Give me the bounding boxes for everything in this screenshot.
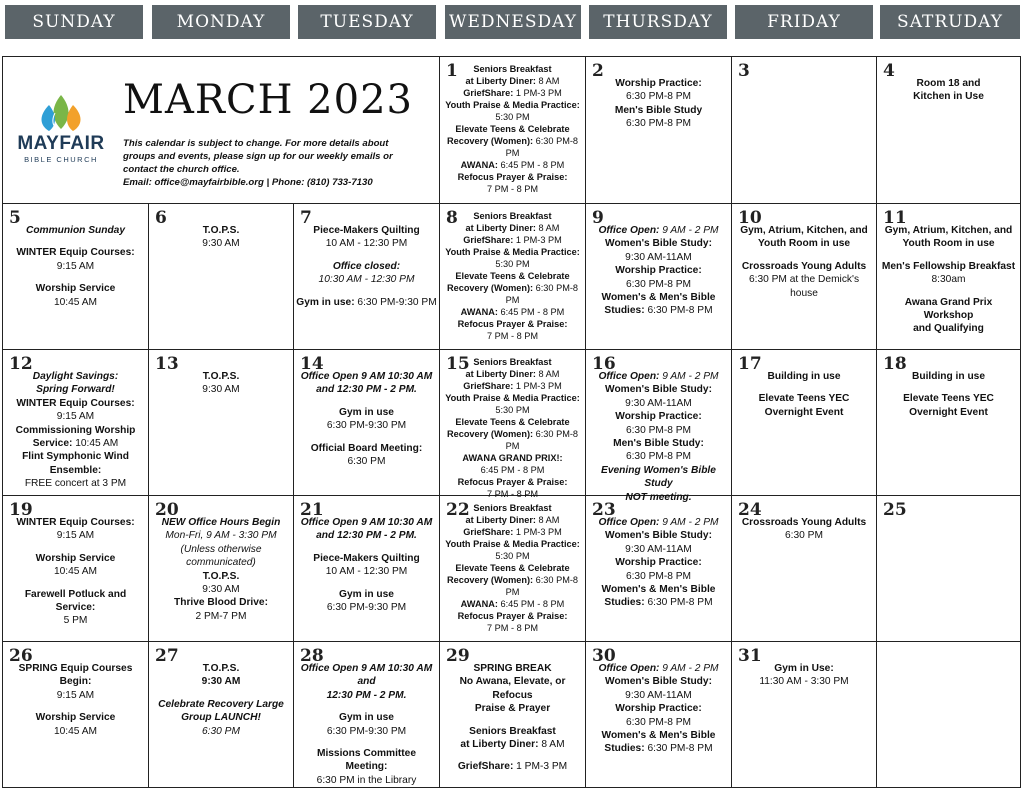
event-line: NOT meeting. bbox=[625, 491, 692, 503]
event-line: Seniors Breakfast bbox=[473, 503, 552, 513]
event-line: Gym in Use: bbox=[774, 663, 834, 674]
event-line: Mon-Fri, 9 AM - 3:30 PM bbox=[165, 530, 277, 542]
event-line: 10 AM - 12:30 PM bbox=[325, 238, 408, 250]
event-line: T.O.P.S. bbox=[202, 570, 240, 582]
event-line: Worship Practice: bbox=[615, 411, 702, 423]
event-line: 9:30 AM bbox=[202, 238, 240, 250]
day-cell-6 bbox=[149, 204, 294, 350]
event-line: 6:30 PM in the Library bbox=[316, 774, 417, 786]
event-line: Studies: 6:30 PM-8 PM bbox=[604, 597, 713, 609]
event-line: and Qualifying bbox=[913, 323, 984, 335]
day-number: 19 bbox=[9, 500, 33, 520]
day-cell-20 bbox=[149, 496, 294, 642]
day-events bbox=[442, 356, 583, 500]
event-line: GriefShare: 1 PM-3 PM bbox=[457, 761, 568, 773]
event-line: Office Open 9 AM 10:30 AM bbox=[300, 371, 433, 382]
calendar-note bbox=[123, 137, 423, 189]
event-line: Celebrate Recovery Large bbox=[158, 698, 284, 710]
event-line: Office Open 9 AM 10:30 AM and bbox=[300, 663, 433, 688]
event-line: Women's Bible Study: bbox=[605, 530, 712, 542]
event-line: Studies: 6:30 PM-8 PM bbox=[604, 305, 713, 317]
day-cell-19 bbox=[3, 496, 149, 642]
event-line: 10 AM - 12:30 PM bbox=[325, 566, 408, 578]
event-line: Gym, Atrium, Kitchen, and bbox=[884, 225, 1013, 236]
event-line: Elevate Teens & Celebrate bbox=[455, 124, 570, 134]
day-cell-25 bbox=[877, 496, 1020, 642]
day-number: 27 bbox=[155, 646, 179, 666]
event-line: Praise & Prayer bbox=[474, 703, 551, 715]
event-line: Youth Praise & Media Practice: bbox=[445, 247, 580, 257]
event-line: Recovery (Women): 6:30 PM-8 PM bbox=[446, 575, 579, 597]
day-events bbox=[151, 516, 291, 623]
event-line: Worship Practice: bbox=[615, 78, 702, 89]
weekday-monday: MONDAY bbox=[152, 5, 290, 39]
weekday-tuesday: TUESDAY bbox=[298, 5, 436, 39]
event-line: Building in use bbox=[911, 371, 985, 382]
event-line: Worship Practice: bbox=[615, 265, 702, 277]
day-events bbox=[734, 516, 874, 543]
note-text: This calendar is subject to change. For more details about groups and events, please sign up for our weekly emails or contact the church office. bbox=[123, 138, 393, 175]
day-cell-27 bbox=[149, 642, 294, 787]
event-line: Refocus Prayer & Praise: bbox=[457, 172, 568, 182]
day-number: 30 bbox=[592, 646, 616, 666]
event-line: Worship Service bbox=[35, 712, 116, 724]
event-line: 9:30 AM bbox=[201, 676, 241, 688]
event-line: and 12:30 PM - 2 PM. bbox=[316, 530, 417, 542]
event-line: Gym in use: 6:30 PM-9:30 PM bbox=[296, 296, 437, 308]
event-line: 6:30 PM-8 PM bbox=[625, 451, 692, 463]
event-line: (Unless otherwise bbox=[180, 543, 262, 555]
day-number: 5 bbox=[9, 208, 21, 228]
day-cell-9 bbox=[586, 204, 732, 350]
day-events bbox=[442, 662, 583, 774]
day-number: 10 bbox=[738, 208, 762, 228]
event-line: GriefShare: 1 PM-3 PM bbox=[463, 527, 562, 537]
day-number: 3 bbox=[738, 61, 750, 81]
event-line: communicated) bbox=[186, 557, 256, 569]
event-line: 6:30 PM-8 PM bbox=[625, 570, 692, 582]
day-number: 21 bbox=[300, 500, 324, 520]
day-cell-23 bbox=[586, 496, 732, 642]
event-line: Crossroads Young Adults bbox=[741, 517, 867, 528]
day-number: 29 bbox=[446, 646, 470, 666]
event-line: T.O.P.S. bbox=[202, 371, 240, 382]
day-cell-14 bbox=[294, 350, 440, 496]
event-line: Ensemble: bbox=[49, 464, 102, 476]
event-line: 9:30 AM-11AM bbox=[625, 689, 692, 701]
day-cell-1 bbox=[440, 57, 586, 204]
day-cell-3 bbox=[732, 57, 877, 204]
weekday-saturday: SATRUDAY bbox=[880, 5, 1020, 39]
day-events bbox=[734, 370, 874, 419]
event-line: 6:30 PM bbox=[785, 530, 823, 542]
event-line: 5:30 PM bbox=[495, 551, 530, 561]
event-line: Women's Bible Study: bbox=[605, 238, 712, 250]
event-line: Office Open: 9 AM - 2 PM bbox=[598, 663, 719, 674]
day-events bbox=[442, 502, 583, 634]
event-line: Elevate Teens & Celebrate bbox=[455, 271, 570, 281]
event-line: Office Open 9 AM 10:30 AM bbox=[300, 517, 433, 528]
day-number: 1 bbox=[446, 61, 458, 81]
event-line: Office closed: bbox=[332, 260, 401, 272]
day-events bbox=[296, 516, 437, 614]
day-cell-22 bbox=[440, 496, 586, 642]
event-line: 9:30 AM bbox=[202, 584, 240, 596]
event-line: Thrive Blood Drive: bbox=[174, 597, 268, 609]
event-line: Elevate Teens YEC bbox=[903, 393, 994, 405]
weekday-thursday: THURSDAY bbox=[589, 5, 727, 39]
event-line: Piece-Makers Quilting bbox=[313, 225, 420, 236]
day-events bbox=[442, 63, 583, 195]
event-line: T.O.P.S. bbox=[202, 225, 240, 236]
day-number: 20 bbox=[155, 500, 179, 520]
day-events bbox=[5, 224, 146, 309]
day-cell-31 bbox=[732, 642, 877, 787]
day-cell-10 bbox=[732, 204, 877, 350]
day-events bbox=[879, 77, 1018, 104]
event-line: AWANA: 6:45 PM - 8 PM bbox=[460, 160, 565, 170]
event-line: Piece-Makers Quilting bbox=[313, 552, 420, 564]
event-line: Women's Bible Study: bbox=[605, 384, 712, 396]
day-events bbox=[151, 224, 291, 251]
event-line: 6:45 PM - 8 PM bbox=[480, 465, 545, 475]
event-line: 11:30 AM - 3:30 PM bbox=[759, 676, 849, 688]
event-line: at Liberty Diner: 8 AM bbox=[465, 369, 560, 379]
event-line: 5:30 PM bbox=[495, 259, 530, 269]
day-cell-15 bbox=[440, 350, 586, 499]
event-line: Women's & Men's Bible bbox=[601, 584, 716, 596]
event-line: Overnight Event bbox=[909, 406, 988, 418]
event-line: AWANA: 6:45 PM - 8 PM bbox=[460, 307, 565, 317]
event-line: Worship Practice: bbox=[615, 557, 702, 569]
day-number: 18 bbox=[883, 354, 907, 374]
event-line: Seniors Breakfast bbox=[473, 64, 552, 74]
event-line: at Liberty Diner: 8 AM bbox=[465, 76, 560, 86]
event-line: 6:30 PM at the Demick's house bbox=[748, 274, 860, 299]
event-line: Men's Fellowship Breakfast bbox=[881, 260, 1016, 272]
day-cell-29 bbox=[440, 642, 586, 787]
event-line: 6:30 PM-9:30 PM bbox=[326, 420, 407, 432]
day-events bbox=[588, 370, 729, 504]
event-line: Seniors Breakfast bbox=[469, 725, 556, 737]
event-line: 9:30 AM-11AM bbox=[625, 397, 692, 409]
day-number: 14 bbox=[300, 354, 324, 374]
day-cell-7 bbox=[294, 204, 440, 350]
calendar-grid bbox=[2, 56, 1021, 788]
day-cell-16 bbox=[586, 350, 732, 503]
event-line: Office Open: 9 AM - 2 PM bbox=[598, 371, 719, 382]
event-line: No Awana, Elevate, or Refocus bbox=[459, 676, 566, 701]
event-line: FREE concert at 3 PM bbox=[24, 478, 127, 490]
event-line: Men's Bible Study bbox=[614, 104, 703, 116]
event-line: 6:30 PM bbox=[202, 725, 240, 737]
event-line: Worship Practice: bbox=[615, 703, 702, 715]
day-cell-18 bbox=[877, 350, 1020, 496]
event-line: 6:30 PM-8 PM bbox=[625, 118, 692, 130]
weekday-header bbox=[5, 5, 1021, 39]
day-cell-11 bbox=[877, 204, 1020, 350]
day-cell-4 bbox=[877, 57, 1020, 204]
event-line: 7 PM - 8 PM bbox=[486, 623, 539, 633]
event-line: at Liberty Diner: 8 AM bbox=[460, 739, 565, 751]
empty-day-cell bbox=[877, 642, 1020, 787]
day-events bbox=[151, 370, 291, 397]
event-line: Gym in use bbox=[339, 406, 394, 418]
event-line: 10:45 AM bbox=[53, 725, 98, 737]
event-line: 9:15 AM bbox=[56, 411, 95, 423]
event-line: Room 18 and bbox=[916, 78, 981, 89]
event-line: Seniors Breakfast bbox=[473, 357, 552, 367]
event-line: Youth Room in use bbox=[757, 238, 851, 250]
event-line: Recovery (Women): 6:30 PM-8 PM bbox=[446, 283, 579, 305]
day-events bbox=[442, 210, 583, 342]
event-line: Gym in use bbox=[339, 712, 394, 724]
event-line: Men's Bible Study: bbox=[613, 438, 704, 450]
event-line: 6:30 PM-9:30 PM bbox=[326, 725, 407, 737]
day-number: 22 bbox=[446, 500, 470, 520]
event-line: Worship Service bbox=[35, 552, 116, 564]
day-events bbox=[734, 224, 874, 300]
event-line: Gym in use bbox=[339, 588, 394, 600]
day-events bbox=[296, 370, 437, 468]
event-line: Refocus Prayer & Praise: bbox=[457, 611, 568, 621]
page-title: MARCH 2023 bbox=[123, 77, 413, 123]
event-line: AWANA GRAND PRIX!: bbox=[462, 453, 563, 463]
event-line: WINTER Equip Courses: bbox=[16, 247, 135, 259]
event-line: 7 PM - 8 PM bbox=[486, 331, 539, 341]
event-line: AWANA: 6:45 PM - 8 PM bbox=[460, 599, 565, 609]
event-line: Office Open: 9 AM - 2 PM bbox=[598, 517, 719, 528]
event-line: Youth Praise & Media Practice: bbox=[445, 539, 580, 549]
weekday-sunday: SUNDAY bbox=[5, 5, 143, 39]
day-number: 8 bbox=[446, 208, 458, 228]
event-line: 2 PM-7 PM bbox=[195, 610, 247, 622]
event-line: 9:15 AM bbox=[56, 530, 95, 542]
event-line: Kitchen in Use bbox=[913, 91, 984, 103]
weekday-friday: FRIDAY bbox=[735, 5, 873, 39]
day-cell-24 bbox=[732, 496, 877, 642]
day-events bbox=[588, 662, 729, 756]
day-cell-17 bbox=[732, 350, 877, 496]
event-line: Daylight Savings: bbox=[32, 371, 119, 382]
event-line: Elevate Teens YEC bbox=[758, 393, 850, 405]
event-line: Youth Praise & Media Practice: bbox=[445, 393, 580, 403]
day-number: 17 bbox=[738, 354, 762, 374]
event-line: Service: 10:45 AM bbox=[32, 438, 119, 450]
event-line: 10:45 AM bbox=[53, 296, 98, 308]
event-line: Overnight Event bbox=[764, 406, 844, 418]
event-line: Communion Sunday bbox=[25, 225, 126, 236]
weekday-wednesday: WEDNESDAY bbox=[445, 5, 581, 39]
event-line: T.O.P.S. bbox=[202, 663, 240, 674]
day-cell-30 bbox=[586, 642, 732, 787]
day-number: 23 bbox=[592, 500, 616, 520]
day-cell-28 bbox=[294, 642, 440, 787]
event-line: Flint Symphonic Wind bbox=[22, 451, 129, 463]
event-line: 6:30 PM-9:30 PM bbox=[326, 602, 407, 614]
day-number: 2 bbox=[592, 61, 604, 81]
event-line: Spring Forward! bbox=[36, 384, 115, 396]
event-line: Women's & Men's Bible bbox=[601, 292, 716, 304]
day-events bbox=[5, 662, 146, 738]
day-number: 13 bbox=[155, 354, 179, 374]
day-cell-2 bbox=[586, 57, 732, 204]
brand-name: MAYFAIR bbox=[17, 133, 105, 154]
event-line: 6:30 PM bbox=[347, 456, 386, 468]
event-line: Women's Bible Study: bbox=[605, 676, 712, 688]
event-line: Missions Committee Meeting: bbox=[316, 748, 417, 773]
event-line: 9:30 AM-11AM bbox=[625, 543, 692, 555]
event-line: Recovery (Women): 6:30 PM-8 PM bbox=[446, 136, 579, 158]
event-line: Building in use bbox=[767, 371, 841, 382]
event-line: 9:15 AM bbox=[56, 689, 95, 701]
event-line: Women's & Men's Bible bbox=[601, 730, 716, 742]
day-events bbox=[5, 370, 146, 491]
event-line: Refocus Prayer & Praise: bbox=[457, 319, 568, 329]
event-line: Elevate Teens & Celebrate bbox=[455, 417, 570, 427]
day-events bbox=[5, 516, 146, 628]
day-cell-12 bbox=[3, 350, 149, 496]
event-line: Studies: 6:30 PM-8 PM bbox=[604, 743, 713, 755]
event-line: Farewell Potluck and Service: bbox=[24, 588, 127, 614]
day-cell-21 bbox=[294, 496, 440, 642]
event-line: NEW Office Hours Begin bbox=[161, 517, 281, 528]
event-line: Evening Women's Bible Study bbox=[601, 464, 716, 490]
event-line: SPRING Equip Courses Begin: bbox=[18, 663, 133, 688]
event-line: GriefShare: 1 PM-3 PM bbox=[463, 381, 562, 391]
event-line: 6:30 PM-8 PM bbox=[625, 91, 692, 103]
day-number: 26 bbox=[9, 646, 33, 666]
event-line: at Liberty Diner: 8 AM bbox=[465, 515, 560, 525]
event-line: 7 PM - 8 PM bbox=[486, 489, 539, 499]
day-number: 9 bbox=[592, 208, 604, 228]
day-number: 16 bbox=[592, 354, 616, 374]
day-events bbox=[734, 662, 874, 689]
event-line: 9:30 AM bbox=[202, 384, 240, 396]
event-line: Office Open: 9 AM - 2 PM bbox=[598, 225, 719, 236]
event-line: 9:15 AM bbox=[56, 260, 95, 272]
day-number: 6 bbox=[155, 208, 167, 228]
event-line: 5 PM bbox=[63, 615, 88, 627]
day-events bbox=[588, 224, 729, 318]
event-line: at Liberty Diner: 8 AM bbox=[465, 223, 560, 233]
event-line: Crossroads Young Adults bbox=[741, 260, 867, 272]
day-events bbox=[588, 77, 729, 131]
event-line: Official Board Meeting: bbox=[310, 442, 423, 454]
day-number: 15 bbox=[446, 354, 470, 374]
event-line: 6:30 PM-8 PM bbox=[625, 278, 692, 290]
event-line: GriefShare: 1 PM-3 PM bbox=[463, 235, 562, 245]
event-line: Gym, Atrium, Kitchen, and bbox=[740, 225, 868, 236]
day-number: 25 bbox=[883, 500, 907, 520]
event-line: SPRING BREAK bbox=[473, 663, 552, 674]
day-cell-13 bbox=[149, 350, 294, 496]
day-number: 28 bbox=[300, 646, 324, 666]
day-cell-5 bbox=[3, 204, 149, 350]
event-line: and 12:30 PM - 2 PM. bbox=[316, 384, 417, 396]
event-line: 10:45 AM bbox=[53, 566, 98, 578]
day-events bbox=[296, 662, 437, 787]
event-line: 5:30 PM bbox=[495, 112, 530, 122]
event-line: Elevate Teens & Celebrate bbox=[455, 563, 570, 573]
event-line: Worship Service bbox=[35, 283, 116, 295]
event-line: 6:30 PM-8 PM bbox=[625, 716, 692, 728]
event-line: Commissioning Worship bbox=[15, 424, 136, 436]
event-line: Group LAUNCH! bbox=[181, 712, 261, 724]
event-line: 9:30 AM-11AM bbox=[625, 251, 692, 263]
day-events bbox=[879, 370, 1018, 419]
day-cell-8 bbox=[440, 204, 586, 350]
day-events bbox=[588, 516, 729, 610]
event-line: WINTER Equip Courses: bbox=[16, 517, 135, 528]
event-line: Awana Grand Prix Workshop bbox=[904, 296, 993, 322]
event-line: 8:30am bbox=[931, 274, 966, 286]
brand-subtitle: BIBLE CHURCH bbox=[24, 155, 98, 164]
event-line: GriefShare: 1 PM-3 PM bbox=[463, 88, 562, 98]
day-number: 12 bbox=[9, 354, 33, 374]
event-line: 10:30 AM - 12:30 PM bbox=[318, 274, 415, 286]
day-number: 4 bbox=[883, 61, 895, 81]
day-events bbox=[151, 662, 291, 738]
day-number: 31 bbox=[738, 646, 762, 666]
event-line: Refocus Prayer & Praise: bbox=[457, 477, 568, 487]
event-line: WINTER Equip Courses: bbox=[16, 397, 135, 409]
event-line: 6:30 PM-8 PM bbox=[625, 424, 692, 436]
event-line: Recovery (Women): 6:30 PM-8 PM bbox=[446, 429, 579, 451]
day-number: 24 bbox=[738, 500, 762, 520]
day-cell-26 bbox=[3, 642, 149, 787]
event-line: Youth Praise & Media Practice: bbox=[445, 100, 580, 110]
day-events bbox=[879, 224, 1018, 336]
event-line: 12:30 PM - 2 PM. bbox=[326, 689, 407, 701]
day-events bbox=[296, 224, 437, 309]
day-number: 7 bbox=[300, 208, 312, 228]
day-number: 11 bbox=[883, 208, 907, 228]
event-line: 5:30 PM bbox=[495, 405, 530, 415]
event-line: Youth Room in use bbox=[902, 238, 995, 250]
event-line: 7 PM - 8 PM bbox=[486, 184, 539, 194]
event-line: Seniors Breakfast bbox=[473, 211, 552, 221]
contact-info: Email: office@mayfairbible.org | Phone: (810) 733-7130 bbox=[123, 177, 373, 188]
calendar-banner bbox=[3, 57, 440, 204]
